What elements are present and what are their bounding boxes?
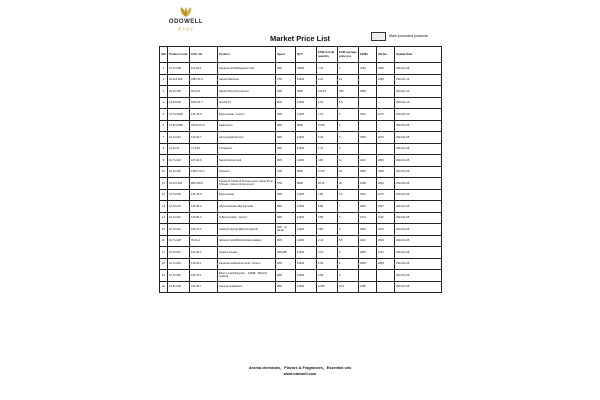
cell-product-code: 10-71-028: [168, 235, 190, 247]
cell-sn: 16: [160, 235, 168, 247]
cell-exw-average: 5.5: [338, 235, 359, 247]
cell-fema: [359, 74, 377, 86]
cell-un-no: 2319: [377, 166, 395, 178]
cell-sn: 5: [160, 109, 168, 121]
cell-product-code: 20-23-005: [168, 86, 190, 98]
cell-exw-average: 1.8: [338, 189, 359, 201]
cell-sn: 19: [160, 270, 168, 282]
cell-fema: 2222: [359, 235, 377, 247]
cell-product: Natural Sabinene: [218, 74, 276, 86]
cell-sn: 10: [160, 166, 168, 178]
table-row: [160, 143, 442, 155]
cell-update-date: 2024-01-05: [395, 155, 442, 167]
cell-fema: 2414: [359, 109, 377, 121]
cell-fema: 2784: [359, 63, 377, 75]
cell-update-date: 2024-01-05: [395, 235, 442, 247]
cell-specs: 99%: [276, 235, 296, 247]
legend: [371, 32, 428, 40]
footer-website: www.odowell.com: [283, 372, 317, 376]
cell-un-no: 2529: [377, 235, 395, 247]
cell-product: Cassia oil China oil Cinnamomum cassia Presl Chinese ; oleum cinnamomum: [218, 178, 276, 190]
cell-exw-bulk: 6.29: [317, 132, 338, 144]
cell-specs: 75%: [276, 74, 296, 86]
cell-specs: 98%: [276, 270, 296, 282]
table-row: [160, 132, 442, 144]
cell-un-no: -: [377, 97, 395, 109]
cell-exw-average: 60: [338, 166, 359, 178]
cell-cas-no: 79-31-2: [190, 235, 218, 247]
cell-un-no: 3272: [377, 224, 395, 236]
cell-fema: 2565: [359, 132, 377, 144]
cell-qty: 14400: [296, 235, 317, 247]
cell-qty: 14400: [296, 270, 317, 282]
cell-update-date: 2024-01-05: [395, 132, 442, 144]
cell-exw-bulk: 3.86: [317, 224, 338, 236]
table-row: [160, 155, 442, 167]
cell-exw-bulk: 3.15: [317, 247, 338, 259]
cell-product: Hexyl acetate(kunrui): [218, 132, 276, 144]
cell-update-date: 2024-01-05: [395, 178, 442, 190]
cell-fema: 2796: [359, 281, 377, 293]
cell-un-no: 1173: [377, 109, 395, 121]
cell-product: Hexanoic acid/caproic acid（kunrui）: [218, 258, 276, 270]
cell-fema: 2174: [359, 212, 377, 224]
cell-product: 1-Propanol: [218, 143, 276, 155]
table-row: [160, 63, 442, 75]
header-cas-no: CAS. No.: [190, 47, 218, 63]
cell-product-code: 10-71-038: [168, 63, 190, 75]
cell-un-no: 1993: [377, 74, 395, 86]
cell-fema: [359, 270, 377, 282]
cell-product: Isomint Ttt: [218, 97, 276, 109]
header-exw-average: EXW average price pcs: [338, 47, 359, 63]
cell-cas-no: 112-05-0: [190, 63, 218, 75]
cell-specs: 99%: [276, 212, 296, 224]
cell-product-code: 10-12-002: [168, 166, 190, 178]
cell-un-no: 1123: [377, 212, 395, 224]
cell-cas-no: 3387-41-5: [190, 74, 218, 86]
table-row: [160, 235, 442, 247]
cell-update-date: 2024-01-05: [395, 189, 442, 201]
table-row: [160, 201, 442, 213]
cell-exw-average: 180: [338, 86, 359, 98]
cell-specs: 99%: [276, 189, 296, 201]
cell-product-code: 20-070-001: [168, 178, 190, 190]
header-sn: S/N: [160, 47, 168, 63]
cell-product: Natural Phenethyl alcohol: [218, 86, 276, 98]
price-list-sheet: [157, 4, 443, 396]
cell-cas-no: 71-23-8: [190, 143, 218, 155]
cell-product-code: 10-72-006D: [168, 109, 190, 121]
cell-un-no: 3265: [377, 63, 395, 75]
cell-qty: 18000: [296, 63, 317, 75]
footer-tagline: Aroma chemicals，Flavors & Fragrances，Essential oils: [248, 366, 352, 370]
cell-specs: 99%（2-8/11k）: [276, 224, 296, 236]
cell-exw-bulk: 1.80: [317, 189, 338, 201]
cell-specs: 99%: [276, 155, 296, 167]
cell-un-no: [377, 120, 395, 132]
cell-update-date: 2024-01-05: [395, 224, 442, 236]
cell-exw-average: 20: [338, 178, 359, 190]
table-row: [160, 258, 442, 270]
cell-exw-average: 0: [338, 120, 359, 132]
cell-fema: [359, 120, 377, 132]
cell-product-code: 10-72-042: [168, 224, 190, 236]
cell-update-date: 2024-01-10: [395, 74, 442, 86]
table-row: [160, 178, 442, 190]
cell-specs: 99%: [276, 258, 296, 270]
cell-qty: 5000: [296, 86, 317, 98]
cell-exw-bulk: 6.58: [317, 270, 338, 282]
cell-un-no: 2829: [377, 258, 395, 270]
cell-fema: 2032: [359, 201, 377, 213]
cell-update-date: 2024-01-05: [395, 63, 442, 75]
cell-un-no: 2610: [377, 178, 395, 190]
cell-fema: [359, 143, 377, 155]
cell-update-date: 2024-01-05: [395, 212, 442, 224]
cell-product-code: 10-24-032: [168, 97, 190, 109]
cell-specs: 92%: [276, 97, 296, 109]
cell-qty: 14400: [296, 258, 317, 270]
cell-cas-no: 13877-91-3: [190, 166, 218, 178]
cell-qty: 14400: [296, 201, 317, 213]
cell-cas-no: 33704-61-9: [190, 120, 218, 132]
cell-cas-no: 141-78-6: [190, 189, 218, 201]
footer: [157, 365, 443, 377]
legend-label: Main promoted products: [389, 34, 428, 38]
cell-fema: 2221: [359, 155, 377, 167]
cell-product-code: 10-20-31: [168, 143, 190, 155]
cell-update-date: 2024-01-05: [395, 201, 442, 213]
cell-specs: 75%: [276, 178, 296, 190]
cell-product: N-Butyl acetate（kunrui）: [218, 212, 276, 224]
table-row: [160, 247, 442, 259]
cell-cas-no: 104-50-7: [190, 281, 218, 293]
cell-product-code: 10-71-019: [168, 258, 190, 270]
cell-qty: 14400: [296, 132, 317, 144]
cell-specs: 99%: [276, 109, 296, 121]
cell-un-no: 2820: [377, 155, 395, 167]
cell-exw-average: 5.5: [338, 97, 359, 109]
cell-product-code: 10-72-013: [168, 132, 190, 144]
cell-exw-bulk: 20.15: [317, 178, 338, 190]
table-row: [160, 74, 442, 86]
cell-cas-no: 107-92-6: [190, 155, 218, 167]
header-qty: QTY: [296, 47, 317, 63]
header-fema: FEMA: [359, 47, 377, 63]
cell-qty: 14400: [296, 155, 317, 167]
page-title: Market Price List: [269, 34, 331, 43]
cell-exw-bulk: 1.51: [317, 109, 338, 121]
cell-qty: 14400: [296, 97, 317, 109]
cell-update-date: 2024-01-10: [395, 86, 442, 98]
cell-un-no: 3272: [377, 132, 395, 144]
cell-sn: 12: [160, 189, 168, 201]
header-specs: Specs: [276, 47, 296, 63]
cell-cas-no: 142-92-7: [190, 132, 218, 144]
cell-specs: 70%: [276, 166, 296, 178]
cell-product: Allyl hexanoate;Allyl caproate: [218, 201, 276, 213]
cell-fema: 3539: [359, 166, 377, 178]
table-row: [160, 109, 442, 121]
cell-exw-bulk: 1.72: [317, 143, 338, 155]
cell-un-no: -: [377, 86, 395, 98]
cell-un-no: [377, 281, 395, 293]
cell-sn: 17: [160, 247, 168, 259]
cell-sn: 15: [160, 224, 168, 236]
cell-specs: 99%: [276, 63, 296, 75]
cell-exw-bulk: 4.01: [317, 74, 338, 86]
cell-update-date: 2024-01-05: [395, 166, 442, 178]
cell-exw-average: 6: [338, 258, 359, 270]
cell-cas-no: 102-79-1: [190, 270, 218, 282]
cell-exw-bulk: 57.29: [317, 166, 338, 178]
cell-fema: [359, 97, 377, 109]
table-row: [160, 189, 442, 201]
cell-sn: 18: [160, 258, 168, 270]
table-row: [160, 281, 442, 293]
cell-un-no: [377, 270, 395, 282]
cell-qty: 8000: [296, 120, 317, 132]
cell-sn: 7: [160, 132, 168, 144]
cell-exw-average: 0: [338, 143, 359, 155]
cell-update-date: 2024-01-05: [395, 281, 442, 293]
cell-sn: 13: [160, 201, 168, 213]
header-update-date: Update Date: [395, 47, 442, 63]
cell-product: Isoamyl butyrate;REACH optional: [218, 224, 276, 236]
company-logo: [160, 6, 212, 36]
cell-product-code: 10-52-035R: [168, 120, 190, 132]
cell-product-code: 10-72-070: [168, 201, 190, 213]
cell-product: Isoamyl acetate: [218, 247, 276, 259]
brand-name: ODOWELL: [168, 19, 204, 25]
cell-update-date: 2024-01-05: [395, 143, 442, 155]
cell-qty: 14400: [296, 143, 317, 155]
table-row: [160, 166, 442, 178]
cell-product-code: 10-71-032: [168, 155, 190, 167]
cell-fema: 2858: [359, 86, 377, 98]
cell-exw-bulk: 2.44: [317, 235, 338, 247]
cell-sn: 4: [160, 97, 168, 109]
cell-qty: 8000: [296, 178, 317, 190]
cell-cas-no: 60-12-8: [190, 86, 218, 98]
cell-cas-no: 8007-80-5: [190, 178, 218, 190]
cell-product: Ethyl 2-methylbutyrate ；E2MB；REACH optional: [218, 270, 276, 282]
header-exw-bulk: EXW in bulk quantity: [317, 47, 338, 63]
cell-sn: 6: [160, 120, 168, 132]
cell-cas-no: 123-92-2: [190, 247, 218, 259]
cell-sn: 9: [160, 155, 168, 167]
cell-specs: 98%: [276, 120, 296, 132]
cell-exw-average: 4: [338, 212, 359, 224]
cell-exw-bulk: 2.86: [317, 212, 338, 224]
cell-qty: 14400: [296, 281, 317, 293]
cell-sn: 8: [160, 143, 168, 155]
cell-exw-bulk: 4.86: [317, 155, 338, 167]
cell-exw-average: 3: [338, 224, 359, 236]
cell-un-no: 1173: [377, 189, 395, 201]
cell-exw-average: 5: [338, 109, 359, 121]
cell-sn: 11: [160, 178, 168, 190]
cell-exw-bulk: 5.51: [317, 97, 338, 109]
leaf-logo-icon: [179, 6, 193, 18]
table-header-row: [160, 47, 442, 63]
cell-product-code: 10-72-010: [168, 212, 190, 224]
table-row: [160, 270, 442, 282]
cell-update-date: 2024-01-05: [395, 120, 442, 132]
cell-product: Ocimene: [218, 166, 276, 178]
cell-sn: 1: [160, 63, 168, 75]
cell-exw-average: 11: [338, 155, 359, 167]
cell-fema: 2258: [359, 178, 377, 190]
cell-exw-bulk: 120.15: [317, 86, 338, 98]
cell-exw-bulk: 8.86: [317, 201, 338, 213]
header-un-no: UN No.: [377, 47, 395, 63]
cell-exw-average: 7: [338, 63, 359, 75]
table-row: [160, 97, 442, 109]
cell-cas-no: 6901-41-7: [190, 97, 218, 109]
header-product: Product: [218, 47, 276, 63]
cell-fema: 2414: [359, 189, 377, 201]
cell-qty: 14400: [296, 212, 317, 224]
cell-qty: 14400: [296, 74, 317, 86]
cell-update-date: 2024-01-05: [395, 270, 442, 282]
legend-swatch: [371, 32, 386, 41]
cell-sn: 3: [160, 86, 168, 98]
cell-exw-bulk: 10.86: [317, 281, 338, 293]
cell-cas-no: 141-78-6: [190, 109, 218, 121]
cell-update-date: 2024-01-10: [395, 109, 442, 121]
cell-product: Cashmeran: [218, 120, 276, 132]
table-row: [160, 224, 442, 236]
cell-cas-no: 106-27-4: [190, 224, 218, 236]
cell-cas-no: 142-62-1: [190, 258, 218, 270]
cell-exw-average: 5: [338, 247, 359, 259]
cell-fema: 2060: [359, 224, 377, 236]
cell-product-code: 10-72-012: [168, 247, 190, 259]
cell-qty: 14400: [296, 109, 317, 121]
cell-product-code: 10-72-060: [168, 270, 190, 282]
cell-exw-average: 7: [338, 201, 359, 213]
cell-exw-average: 10.5: [338, 281, 359, 293]
cell-sn: 14: [160, 212, 168, 224]
cell-exw-average: 0: [338, 132, 359, 144]
cell-product: Ethyl acetate（kunrui）: [218, 109, 276, 121]
cell-product: Natural butyric acid: [218, 155, 276, 167]
brand-tagline: 奥多威尔: [177, 27, 194, 31]
cell-qty: 14400: [296, 247, 317, 259]
price-table: [159, 46, 442, 293]
cell-product-code: 20-214-069: [168, 74, 190, 86]
cell-specs: 99%: [276, 132, 296, 144]
table-row: [160, 212, 442, 224]
cell-sn: 20: [160, 281, 168, 293]
cell-un-no: [377, 143, 395, 155]
header-product-code: Product Code: [168, 47, 190, 63]
cell-un-no: 2527: [377, 201, 395, 213]
cell-exw-bulk: 7.01: [317, 63, 338, 75]
cell-exw-average: 9: [338, 270, 359, 282]
cell-cas-no: 123-86-4: [190, 212, 218, 224]
table-row: [160, 86, 442, 98]
cell-specs: 99%: [276, 143, 296, 155]
cell-fema: 2055: [359, 247, 377, 259]
cell-cas-no: 123-68-2: [190, 201, 218, 213]
cell-sn: 2: [160, 74, 168, 86]
cell-qty: 14400: [296, 189, 317, 201]
cell-specs: 99%: [276, 86, 296, 98]
cell-specs: 99%(2B): [276, 247, 296, 259]
cell-update-date: 2024-01-10: [395, 97, 442, 109]
cell-exw-average: 10: [338, 74, 359, 86]
cell-fema: 2559: [359, 258, 377, 270]
cell-update-date: 2024-01-05: [395, 247, 442, 259]
cell-specs: 98%: [276, 281, 296, 293]
cell-qty: 8000: [296, 166, 317, 178]
cell-update-date: 2024-01-05: [395, 258, 442, 270]
cell-product: Isobutyric acid;REACH(intermediate ): [218, 235, 276, 247]
cell-qty: 14400: [296, 224, 317, 236]
cell-product: Ethyl acetate: [218, 189, 276, 201]
cell-specs: 98%: [276, 201, 296, 213]
cell-product: Gamma-octalactone: [218, 281, 276, 293]
cell-product-code: 10-72-006: [168, 189, 190, 201]
cell-exw-bulk: 6.59: [317, 258, 338, 270]
table-row: [160, 120, 442, 132]
cell-exw-bulk: 91.58: [317, 120, 338, 132]
cell-product: Nonanoic Acid/Pelargonic acid: [218, 63, 276, 75]
cell-product-code: 10-81-002: [168, 281, 190, 293]
cell-un-no: 1104: [377, 247, 395, 259]
